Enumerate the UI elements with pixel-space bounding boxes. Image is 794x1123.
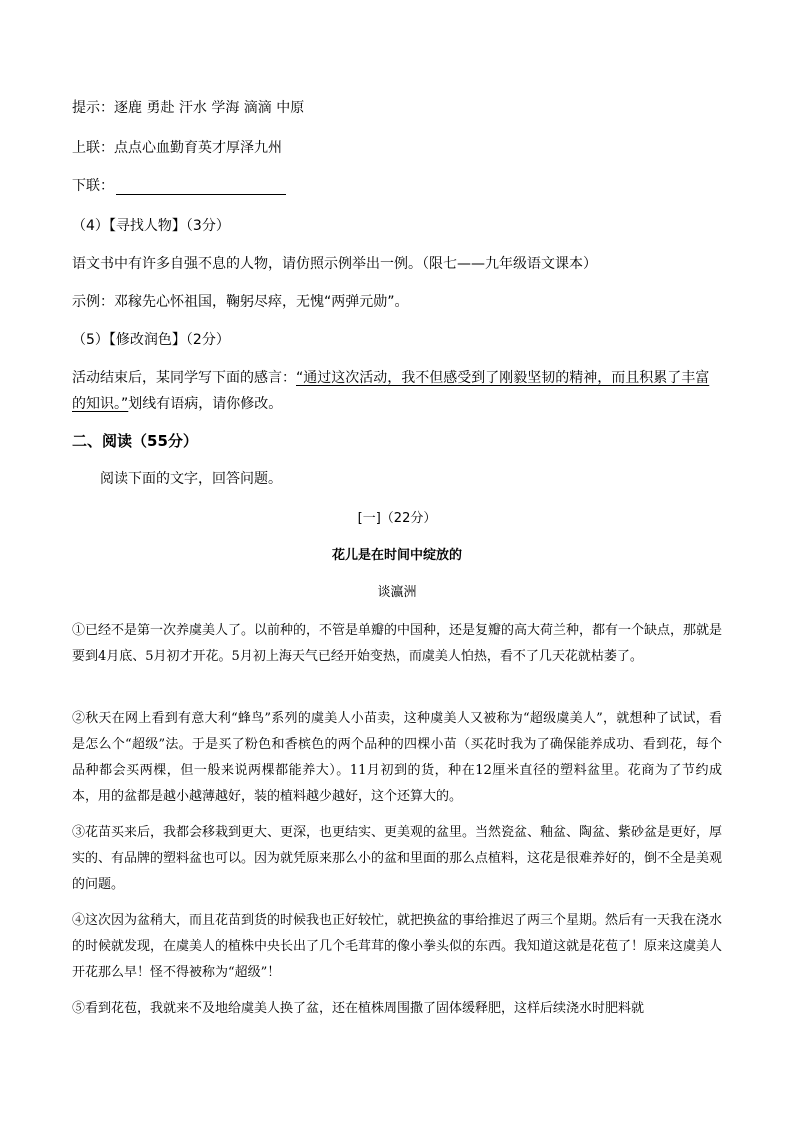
question-5-quote-part-2: 的知识。”: [72, 396, 129, 412]
upper-couplet: 上联：点点心血勤育英才厚泽九州: [72, 140, 282, 156]
question-5-text-line-1: [72, 369, 709, 387]
question-5-tail: 划线有语病，请你修改。: [128, 396, 283, 412]
article-paragraph-1: ①已经不是第一次养虞美人了。以前种的，不管是单瓣的中国种，还是复瓣的高大荷兰种，都有一个缺点，那就是要到4月底、5月初才开花。5月初上海天气已经开始变热，而虞美人怕热，看不了几天花就枯萎了。: [72, 623, 723, 664]
article-author: 谈瀛洲: [377, 585, 417, 600]
section-2-title: 二、阅读（55分）: [72, 432, 198, 450]
question-5-quote-part-1: “通过这次活动，我不但感受到了刚毅坚韧的精神，而且积累了丰富: [296, 370, 710, 386]
article-paragraph-3: ③花苗买来后，我都会移栽到更大、更深，也更结实、更美观的盆里。当然瓷盆、釉盆、陶盆、紫砂盆是更好，厚实的、有品牌的塑料盆也可以。因为就凭原来那么小的盆和里面的那么点植料，这花是很难养好的，倒不全是美观的问题。: [72, 825, 723, 892]
question-4-title: （4）【寻找人物】（3分）: [72, 218, 230, 234]
article-paragraph-4: ④这次因为盆稍大，而且花苗到货的时候我也正好较忙，就把换盆的事给推迟了两三个星期。然后有一天我在浇水的时候就发现，在虞美人的植株中央长出了几个毛茸茸的像小拳头似的东西。我知道这就是花苞了！原来这虞美人开花那么早！怪不得被称为“超级”！: [72, 913, 723, 980]
article-paragraph-2: ②秋天在网上看到有意大利“蜂鸟”系列的虞美人小苗卖，这种虞美人又被称为“超级虞美人”，就想种了试试，看是怎么个“超级”法。于是买了粉色和香槟色的两个品种的四棵小苗（买花时我为了确保能养成功、看到花，每个品种都会买两棵，但一般来说两棵都能养大）。11月初到的货，种在12厘米直径的塑料盆里。花商为了节约成本，用的盆都是越小越薄越好，装的植料越少越好，这个还算大的。: [72, 711, 722, 804]
part-1-label: [一]（22分）: [357, 511, 437, 526]
question-4-text: 语文书中有许多自强不息的人物，请仿照示例举出一例。（限七——九年级语文课本）: [72, 256, 597, 272]
lower-couplet: [72, 177, 286, 195]
question-5-text-line-2: [72, 395, 282, 413]
lower-couplet-label: 下联：: [72, 178, 114, 194]
question-5-lead: 活动结束后，某同学写下面的感言：: [72, 370, 296, 386]
question-5-title: （5）【修改润色】（2分）: [72, 332, 230, 348]
hint-line: 提示：逐鹿 勇赴 汗水 学海 滴滴 中原: [72, 100, 305, 116]
article-paragraph-5: ⑤看到花苞，我就来不及地给虞美人换了盆，还在植株周围撒了固体缓释肥，这样后续浇水时肥料就: [72, 1001, 645, 1016]
article-title: 花儿是在时间中绽放的: [331, 548, 462, 563]
section-2-instruction: 阅读下面的文字，回答问题。: [100, 471, 282, 487]
question-4-example: 示例：邓稼先心怀祖国，鞠躬尽瘁，无愧“两弹元勋”。: [72, 294, 409, 310]
answer-blank[interactable]: [116, 180, 286, 195]
